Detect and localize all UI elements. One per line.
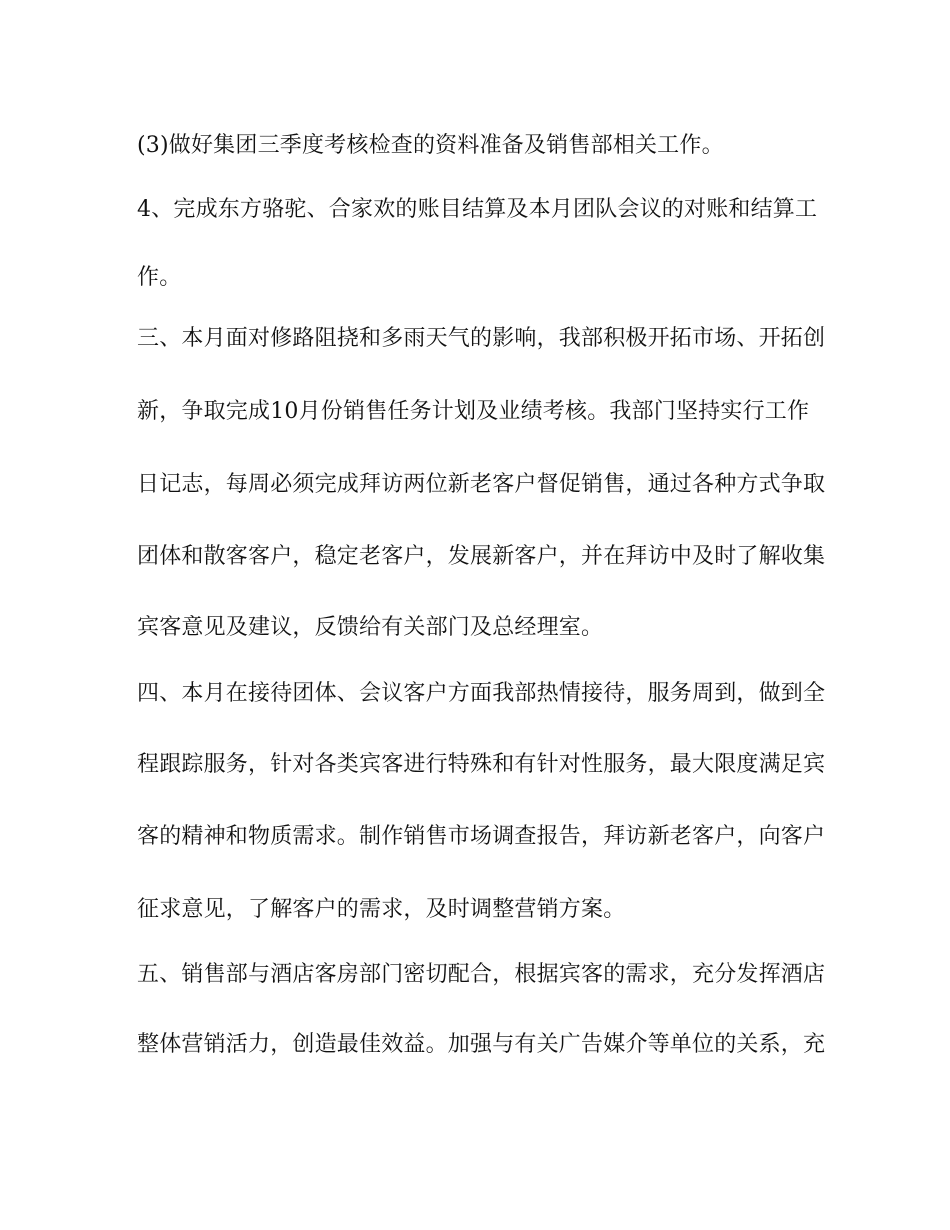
- text-line: 程跟踪服务，针对各类宾客进行特殊和有针对性服务，最大限度满足宾: [137, 752, 826, 777]
- text-line: 整体营销活力，创造最佳效益。加强与有关广告媒介等单位的关系，充: [137, 1032, 826, 1057]
- text-line: 三、本月面对修路阻挠和多雨天气的影响，我部积极开拓市场、开拓创: [137, 326, 826, 351]
- text-line: 客的精神和物质需求。制作销售市场调查报告，拜访新老客户，向客户: [137, 824, 826, 849]
- text-line: 4、完成东方骆驼、合家欢的账目结算及本月团队会议的对账和结算工: [137, 197, 818, 222]
- text-line: 征求意见，了解客户的需求，及时调整营销方案。: [137, 897, 626, 922]
- text-line: (3)做好集团三季度考核检查的资料准备及销售部相关工作。: [137, 133, 724, 158]
- text-line: 新，争取完成10月份销售任务计划及业绩考核。我部门坚持实行工作: [137, 399, 810, 424]
- text-line: 宾客意见及建议，反馈给有关部门及总经理室。: [137, 615, 604, 640]
- text-line: 作。: [137, 265, 182, 290]
- text-line: 四、本月在接待团体、会议客户方面我部热情接待，服务周到，做到全: [137, 681, 826, 706]
- text-line: 团体和散客客户，稳定老客户，发展新客户，并在拜访中及时了解收集: [137, 544, 826, 569]
- text-line: 五、销售部与酒店客房部门密切配合，根据宾客的需求，充分发挥酒店: [137, 962, 826, 987]
- text-line: 日记志，每周必须完成拜访两位新老客户督促销售，通过各种方式争取: [137, 472, 826, 497]
